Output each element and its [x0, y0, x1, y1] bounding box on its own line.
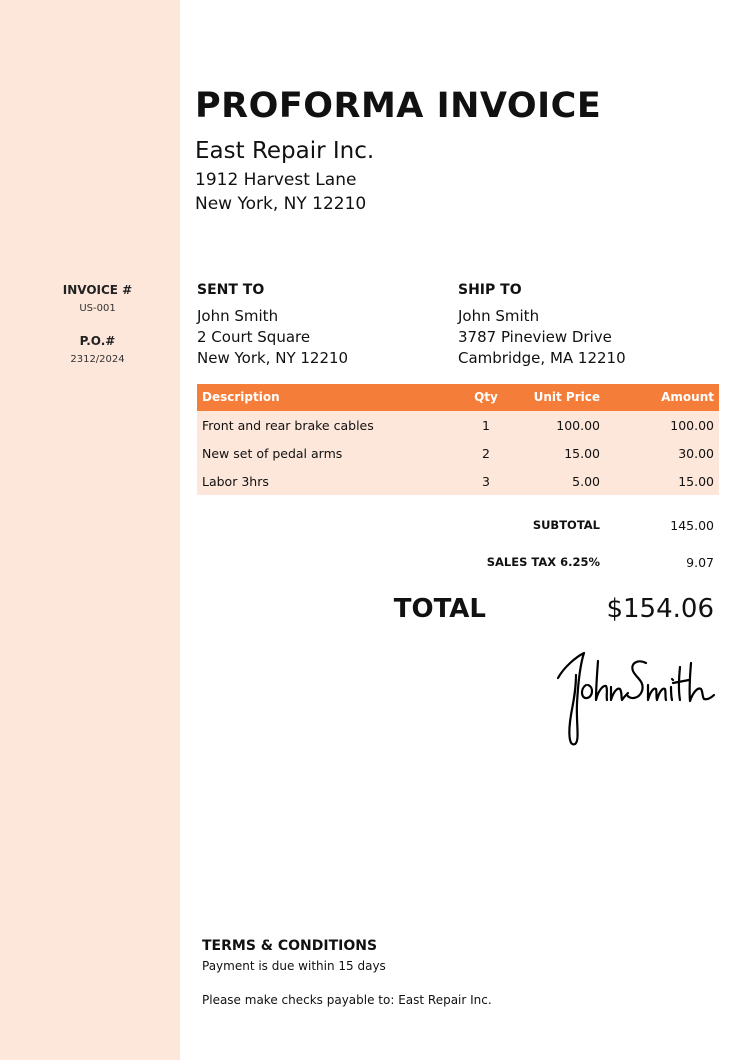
row-3-unit-price: 5.00 — [572, 474, 600, 489]
document-title: PROFORMA INVOICE — [195, 86, 602, 126]
ship-to-name: John Smith — [458, 307, 540, 325]
po-number-value: 2312/2024 — [70, 354, 125, 365]
column-header-unit-price: Unit Price — [533, 390, 600, 404]
company-address-line1: 1912 Harvest Lane — [195, 170, 357, 190]
column-header-amount: Amount — [661, 390, 714, 404]
invoice-number-block — [0, 283, 195, 314]
signature-image — [550, 645, 720, 750]
row-2-qty: 2 — [482, 446, 490, 461]
ship-to-heading: SHIP TO — [458, 282, 522, 298]
sent-to-heading: SENT TO — [197, 282, 265, 298]
ship-to-line2: Cambridge, MA 12210 — [458, 349, 626, 367]
terms-payment-due: Payment is due within 15 days — [202, 959, 386, 973]
sales-tax-value: 9.07 — [686, 555, 714, 570]
row-1-qty: 1 — [482, 418, 490, 433]
total-value: $154.06 — [606, 594, 714, 624]
sent-to-line2: New York, NY 12210 — [197, 349, 349, 367]
sales-tax-label: SALES TAX 6.25% — [486, 555, 600, 569]
row-1-description: Front and rear brake cables — [202, 418, 374, 433]
row-3-description: Labor 3hrs — [202, 474, 269, 489]
ship-to-line1: 3787 Pineview Drive — [458, 328, 612, 346]
sent-to-name: John Smith — [197, 307, 279, 325]
column-header-description: Description — [202, 390, 280, 404]
row-2-description: New set of pedal arms — [202, 446, 343, 461]
row-2-amount: 30.00 — [678, 446, 714, 461]
invoice-number-value: US-001 — [79, 303, 116, 314]
terms-payable-to: Please make checks payable to: East Repair Inc. — [202, 993, 492, 1007]
row-3-qty: 3 — [482, 474, 490, 489]
po-number-label: P.O.# — [79, 334, 116, 348]
company-address-line2: New York, NY 12210 — [195, 194, 367, 214]
sidebar-panel — [0, 0, 180, 1060]
company-name: East Repair Inc. — [195, 138, 375, 164]
invoice-number-label: INVOICE # — [62, 283, 133, 297]
column-header-qty: Qty — [474, 390, 498, 404]
row-2-unit-price: 15.00 — [564, 446, 600, 461]
sent-to-line1: 2 Court Square — [197, 328, 311, 346]
subtotal-label: SUBTOTAL — [532, 518, 600, 532]
po-number-block — [0, 334, 195, 365]
row-1-unit-price: 100.00 — [556, 418, 600, 433]
subtotal-value: 145.00 — [670, 518, 714, 533]
row-1-amount: 100.00 — [670, 418, 714, 433]
terms-heading: TERMS & CONDITIONS — [202, 938, 378, 954]
row-3-amount: 15.00 — [678, 474, 714, 489]
total-label: TOTAL — [393, 594, 486, 624]
